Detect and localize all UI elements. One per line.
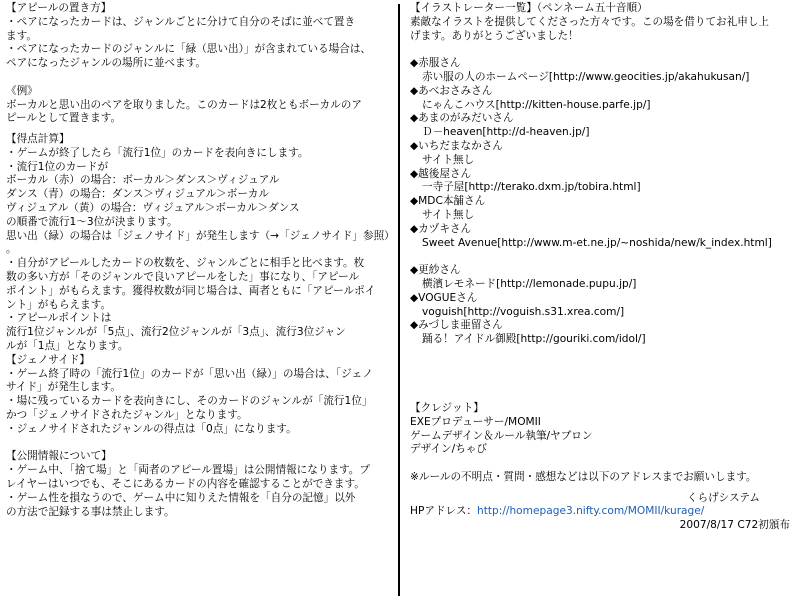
rule-line: ・ゲーム中、「捨て場」と「両者のアピール置場」は公開情報になります。プ: [6, 464, 370, 477]
rule-line: の順番で流行1～3位が決まります。: [6, 215, 178, 228]
illustrator-site: サイト無し: [422, 208, 475, 221]
rule-line: ・ペアになったカードは、ジャンルごとに分けて自分のそばに並べて置き: [6, 15, 356, 28]
rule-line: レイヤーはいつでも、そこにあるカードの内容を確認することができます。: [6, 477, 365, 490]
rule-line: 。: [6, 243, 17, 256]
rule-line: 数の多い方が「そのジャンルで良いアピールをした」事になり、「アピール: [6, 271, 360, 284]
rule-line: ポイント」がもらえます。獲得枚数が同じ場合は、両者ともに「アピールポイ: [6, 284, 376, 297]
illustrator-site: サイト無し: [422, 153, 475, 166]
public-info-heading: 【公開情報について】: [6, 450, 112, 463]
rule-line: ・ゲーム終了時の「流行1位」のカードが「思い出（緑）」の場合は、「ジェノ: [6, 367, 373, 380]
placement-heading: 【アピールの置き方】: [6, 2, 112, 14]
signature: くらげシステム: [686, 491, 760, 504]
illustrator-site: 一寺子屋[http://terako.dxm.jp/tobira.html]: [422, 181, 641, 194]
rule-line: の方法で記録する事は禁止します。: [6, 505, 175, 518]
rule-line: ボーカルと思い出のペアを取りました。このカードは2枚ともボーカルのア: [6, 98, 362, 111]
illustrator-site: 踊る！アイドル御殿[http://gouriki.com/idol/]: [422, 333, 646, 346]
illustrators-intro: げます。ありがとうございました！: [410, 29, 579, 42]
credit-line: ゲームデザイン＆ルール執筆/ヤブロン: [410, 429, 593, 442]
rule-line: 思い出（緑）の場合は「ジェノサイド」が発生します（→「ジェノサイド」参照）: [6, 229, 395, 242]
illustrator-name: ◆あまのがみだいさん: [410, 112, 514, 125]
rule-line: かつ「ジェノサイドされたジャンル」となります。: [6, 409, 248, 421]
rule-line: ヴィジュアル（黄）の場合：ヴィジュアル＞ボーカル＞ダンス: [6, 202, 300, 215]
illustrator-name: ◆赤服さん: [410, 57, 461, 70]
illustrator-name: ◆いちだまなかさん: [410, 139, 503, 152]
rule-line: ・ペアになったカードのジャンルに「緑（思い出）」が含まれている場合は、: [6, 43, 372, 56]
rule-line: ピールとして置きます。: [6, 112, 122, 125]
rule-line: ・アピールポイントは: [6, 312, 112, 325]
rule-line: ・ゲームが終了したら「流行1位」のカードを表向きにします。: [6, 146, 309, 159]
rule-line: ・流行1位のカードが: [6, 160, 109, 173]
illustrator-name: ◆更紗さん: [410, 264, 461, 277]
rules-column: [0, 2, 400, 519]
illustrator-name: ◆カヅキさん: [410, 222, 472, 235]
illustrator-site: にゃんこハウス[http://kitten-house.parfe.jp/]: [422, 98, 651, 111]
illustrator-name: ◆VOGUEさん: [410, 291, 478, 304]
homepage-label: HPアドレス：: [410, 505, 478, 518]
rule-line: サイド」が発生します。: [6, 381, 121, 394]
rule-line: ・ゲーム性を損なうので、ゲーム中に知りえた情報を「自分の記憶」以外: [6, 491, 356, 504]
homepage-link[interactable]: http://homepage3.nifty.com/MOMII/kurage/: [477, 505, 705, 518]
genocide-heading: 【ジェノサイド】: [6, 353, 91, 366]
credit-line: デザイン/ちゃび: [410, 443, 487, 456]
contact-note: ※ルールの不明点・質問・感想などは以下のアドレスまでお願いします。: [410, 470, 757, 483]
illustrator-site: 横濱レモネード[http://lemonade.pupu.jp/]: [422, 277, 637, 290]
example-heading: 《例》: [6, 84, 38, 97]
illustrator-site: 赤い服の人のホームページ[http://www.geocities.jp/akahukusan/]: [422, 70, 750, 83]
illustrator-name: ◆あべおさみさん: [410, 84, 493, 97]
scoring-heading: 【得点計算】: [6, 133, 70, 146]
credits-heading: 【クレジット】: [410, 401, 484, 414]
rule-line: ます。: [6, 29, 37, 42]
rule-line: ント」がもらえます。: [6, 298, 112, 311]
rule-line: ・ジェノサイドされたジャンルの得点は「0点」になります。: [6, 422, 297, 435]
rule-line: ・自分がアピールしたカードの枚数を、ジャンルごとに相手と比べます。枚: [6, 257, 365, 270]
rule-line: 流行1位ジャンルが「5点」、流行2位ジャンルが「3点」、流行3位ジャン: [6, 326, 346, 339]
illustrator-name: ◆MDC本舗さん: [410, 195, 486, 208]
illustrator-site: Sweet Avenue[http://www.m-et.ne.jp/~noshida/new/k_index.html]: [422, 236, 772, 249]
release-date: 2007/8/17 C72初頒布: [679, 519, 790, 532]
rule-line: ボーカル（赤）の場合：ボーカル＞ダンス＞ヴィジュアル: [6, 174, 280, 187]
credit-line: EXEプロデューサー/MOMII: [410, 415, 541, 428]
homepage-line: [410, 505, 800, 519]
rule-line: ペアになったジャンルの場所に並べます。: [6, 57, 206, 70]
rule-line: ダンス（青）の場合：ダンス＞ヴィジュアル＞ボーカル: [6, 188, 269, 201]
illustrators-heading: 【イラストレーター一覧】（ペンネーム五十音順）: [410, 2, 648, 14]
illustrator-name: ◆越後屋さん: [410, 167, 472, 180]
illustrator-site: Ｄ－heaven[http://d-heaven.jp/]: [422, 126, 590, 139]
column-divider: [398, 4, 400, 596]
rule-line: ルが「1点」となります。: [6, 340, 129, 353]
illustrator-site: voguish[http://voguish.s31.xrea.com/]: [422, 305, 625, 318]
illustrators-intro: 素敵なイラストを提供してくださった方々です。この場を借りてお礼申し上: [410, 15, 770, 28]
rule-line: ・場に残っているカードを表向きにし、そのカードのジャンルが「流行1位」: [6, 395, 373, 408]
illustrator-name: ◆みづしま亜留さん: [410, 319, 503, 332]
credits-column: [404, 2, 800, 533]
